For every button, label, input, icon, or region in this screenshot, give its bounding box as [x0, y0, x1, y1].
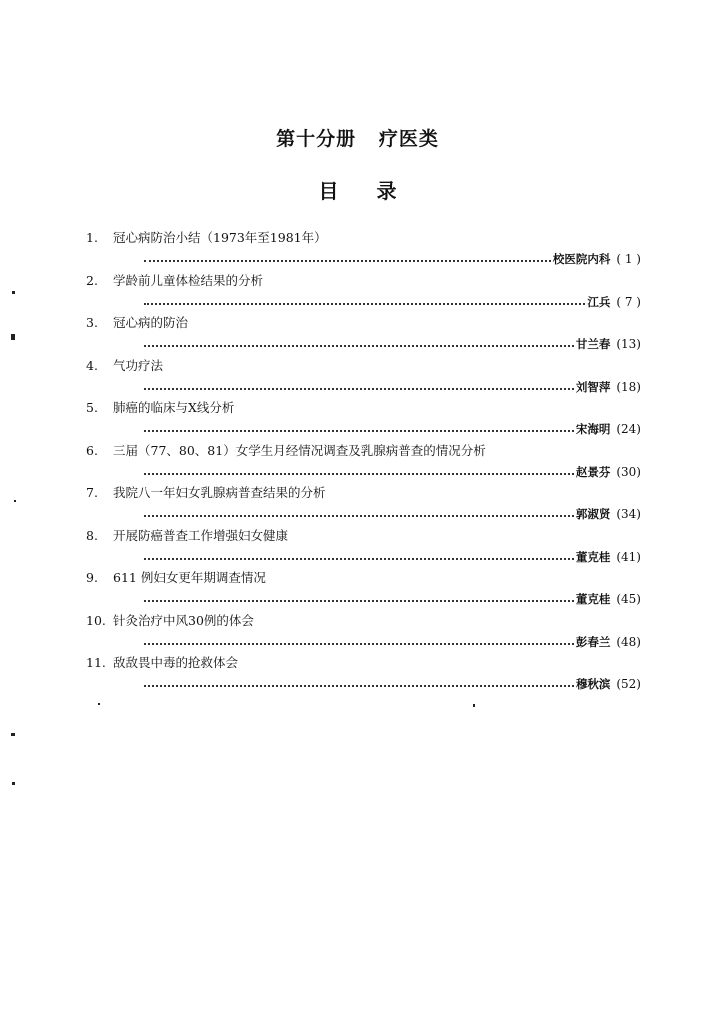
entry-title: 三届（77、80、81）女学生月经情况调查及乳腺病普查的情况分析	[113, 442, 486, 458]
toc-entry[interactable]	[86, 273, 641, 316]
entry-author: 赵景芬	[575, 464, 611, 479]
toc-entry[interactable]	[86, 230, 641, 273]
entry-author: 刘智萍	[575, 379, 611, 394]
toc-entry[interactable]	[86, 485, 641, 528]
entry-title: 肺癌的临床与X线分析	[113, 400, 235, 415]
entry-author: 江兵	[587, 294, 611, 309]
entry-page-number: (18)	[616, 379, 641, 394]
toc-entry[interactable]	[86, 315, 641, 358]
entry-number: 2.	[86, 272, 98, 288]
entry-number: 5.	[86, 400, 98, 415]
entry-page-number: (30)	[616, 464, 641, 479]
dot-leader	[144, 260, 551, 262]
entry-leader-line	[144, 292, 641, 310]
scan-speck	[473, 704, 475, 707]
entry-author: 甘兰春	[575, 337, 611, 351]
toc-heading: 目录	[318, 179, 435, 203]
entry-author: 董克桂	[575, 592, 611, 606]
entry-author: 董克桂	[575, 549, 611, 564]
entry-title: 我院八一年妇女乳腺病普查结果的分析	[113, 485, 326, 500]
entry-number: 8.	[86, 527, 98, 543]
dot-leader	[144, 473, 574, 475]
entry-leader-line	[144, 462, 641, 480]
table-of-contents	[86, 230, 641, 698]
entry-title: 冠心病防治小结（1973年至1981年）	[113, 230, 327, 245]
entry-page-number: (34)	[616, 507, 641, 521]
entry-page-number: (24)	[616, 422, 641, 436]
entry-author: 校医院内科	[552, 252, 611, 266]
entry-leader-line	[144, 547, 641, 565]
entry-page-number: (13)	[616, 337, 641, 351]
dot-leader	[144, 685, 574, 687]
entry-page-number: (48)	[616, 634, 641, 649]
entry-number: 9.	[86, 570, 98, 585]
toc-entry[interactable]	[86, 443, 641, 486]
toc-entry[interactable]	[86, 358, 641, 401]
entry-leader-line	[144, 504, 641, 522]
entry-page-number: ( 7 )	[616, 294, 641, 309]
scan-speck	[98, 703, 100, 705]
entry-number: 3.	[86, 315, 98, 330]
entry-leader-line	[144, 674, 641, 692]
entry-leader-line	[144, 249, 641, 267]
entry-title: 学龄前儿童体检结果的分析	[113, 272, 264, 288]
entry-title: 气功疗法	[113, 357, 164, 373]
entry-page-number: (52)	[616, 677, 641, 691]
entry-page-number: (45)	[616, 592, 641, 606]
entry-leader-line	[144, 377, 641, 395]
dot-leader	[144, 388, 574, 390]
toc-entry[interactable]	[86, 400, 641, 443]
volume-title: 第十分册 疗医类	[276, 128, 439, 150]
entry-page-number: (41)	[616, 549, 641, 564]
entry-title: 敌敌畏中毒的抢救体会	[113, 655, 239, 670]
scan-speck	[11, 733, 15, 736]
entry-leader-line	[144, 334, 641, 352]
entry-leader-line	[144, 632, 641, 650]
entry-number: 7.	[86, 485, 98, 500]
dot-leader	[144, 515, 574, 517]
entry-author: 宋海明	[575, 422, 611, 436]
dot-leader	[144, 303, 585, 305]
dot-leader	[144, 430, 574, 432]
entry-leader-line	[144, 589, 641, 607]
entry-title: 611 例妇女更年期调查情况	[113, 570, 266, 585]
entry-author: 彭春兰	[575, 634, 611, 649]
scan-speck	[14, 500, 16, 502]
entry-number: 6.	[86, 442, 98, 458]
entry-number: 11.	[86, 655, 106, 670]
entry-title: 开展防癌普查工作增强妇女健康	[113, 527, 289, 543]
entry-page-number: ( 1 )	[616, 252, 641, 266]
entry-author: 穆秋滨	[575, 677, 611, 691]
entry-title: 针灸治疗中风30例的体会	[113, 612, 254, 628]
scan-speck	[12, 291, 15, 294]
entry-number: 10.	[86, 612, 106, 628]
dot-leader	[144, 345, 574, 347]
entry-number: 1.	[86, 230, 98, 245]
entry-number: 4.	[86, 357, 98, 373]
entry-author: 郭淑贤	[575, 507, 611, 521]
entry-leader-line	[144, 419, 641, 437]
scan-speck	[12, 782, 15, 785]
dot-leader	[144, 558, 574, 560]
entry-title: 冠心病的防治	[113, 315, 189, 330]
toc-entry[interactable]	[86, 655, 641, 698]
dot-leader	[144, 643, 574, 645]
dot-leader	[144, 600, 574, 602]
toc-entry[interactable]	[86, 613, 641, 656]
toc-entry[interactable]	[86, 528, 641, 571]
toc-entry[interactable]	[86, 570, 641, 613]
scan-speck	[11, 334, 15, 340]
